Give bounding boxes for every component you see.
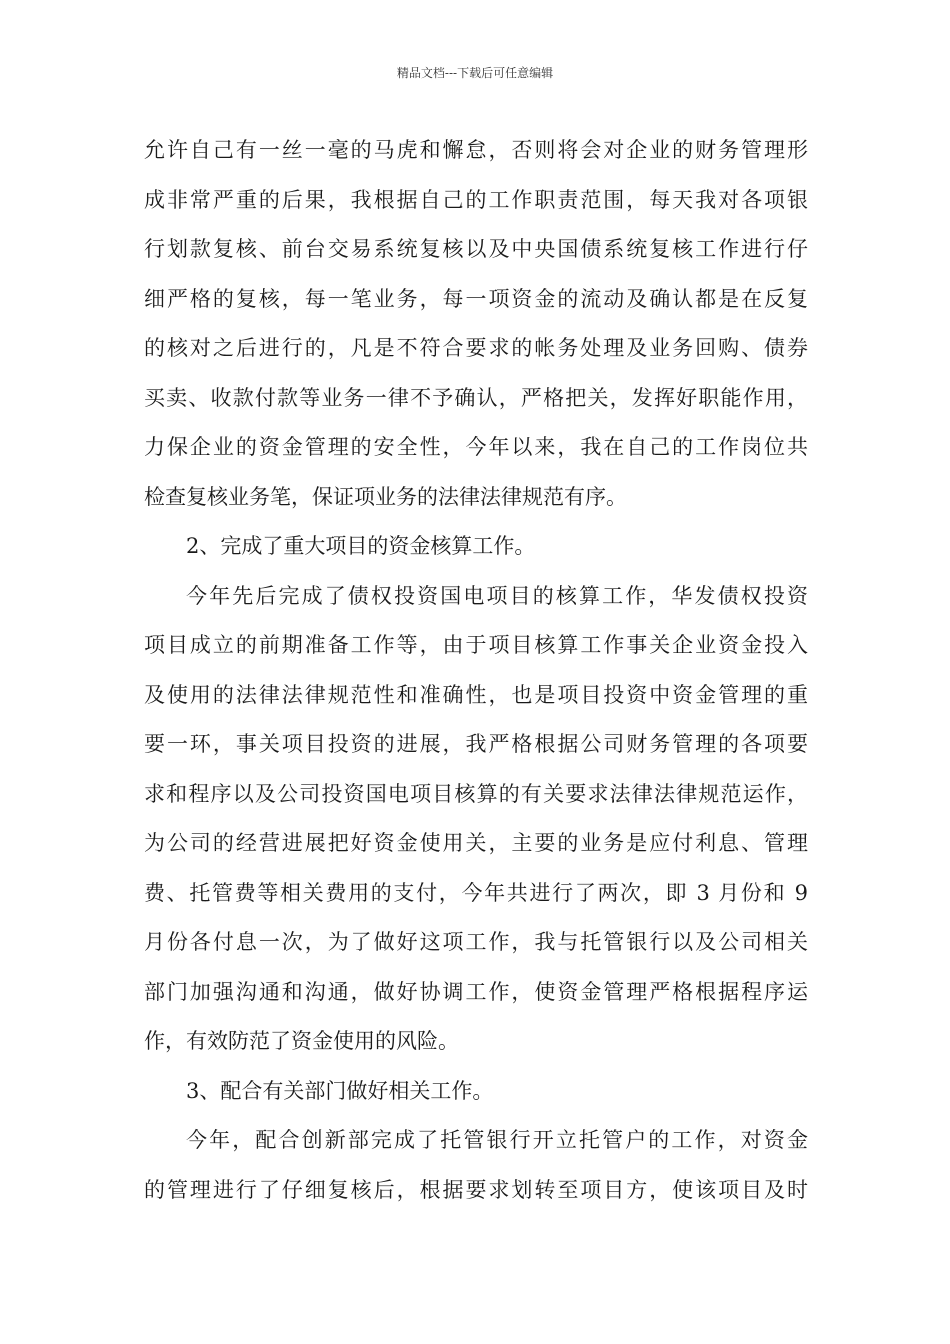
text-line: 今年，配合创新部完成了托管银行开立托管户的工作，对资金 <box>186 1128 808 1152</box>
text-line: 费、托管费等相关费用的支付，今年共进行了两次，即 3 月份和 9 <box>144 880 808 905</box>
text-line: 月份各付息一次，为了做好这项工作，我与托管银行以及公司相关 <box>144 930 808 954</box>
text-line: 今年先后完成了债权投资国电项目的核算工作，华发债权投资 <box>186 583 808 608</box>
text-line: 行划款复核、前台交易系统复核以及中央国债系统复核工作进行仔 <box>144 237 808 261</box>
text-line: 细严格的复核，每一笔业务，每一项资金的流动及确认都是在反复 <box>144 286 808 311</box>
text-line: 及使用的法律法律规范性和准确性，也是项目投资中资金管理的重 <box>144 682 808 707</box>
text-line: 力保企业的资金管理的安全性，今年以来，我在自己的工作岗位共 <box>144 435 808 459</box>
text-line: 买卖、收款付款等业务一律不予确认，严格把关，发挥好职能作用， <box>144 385 808 410</box>
text-line: 作，有效防范了资金使用的风险。 <box>144 1029 459 1053</box>
text-line: 成非常严重的后果，我根据自己的工作职责范围，每天我对各项银 <box>144 187 808 212</box>
text-line: 2、完成了重大项目的资金核算工作。 <box>186 534 536 558</box>
text-line: 求和程序以及公司投资国电项目核算的有关要求法律法律规范运作， <box>144 781 808 806</box>
text-line: 要一环，事关项目投资的进展，我严格根据公司财务管理的各项要 <box>144 732 808 756</box>
text-line: 为公司的经营进展把好资金使用关，主要的业务是应付利息、管理 <box>144 831 808 855</box>
document-body <box>144 126 808 1215</box>
text-line: 部门加强沟通和沟通，做好协调工作，使资金管理严格根据程序运 <box>144 979 808 1004</box>
text-line: 检查复核业务笔，保证项业务的法律法律规范有序。 <box>144 484 627 509</box>
text-line: 的管理进行了仔细复核后，根据要求划转至项目方，使该项目及时 <box>144 1177 808 1202</box>
page-header: 精品文档---下载后可任意编辑 <box>396 66 554 80</box>
text-line: 项目成立的前期准备工作等，由于项目核算工作事关企业资金投入 <box>144 633 808 657</box>
text-line: 3、配合有关部门做好相关工作。 <box>186 1078 494 1103</box>
text-line: 的核对之后进行的，凡是不符合要求的帐务处理及业务回购、债券 <box>144 336 808 360</box>
text-line: 允许自己有一丝一毫的马虎和懈怠，否则将会对企业的财务管理形 <box>144 138 808 162</box>
